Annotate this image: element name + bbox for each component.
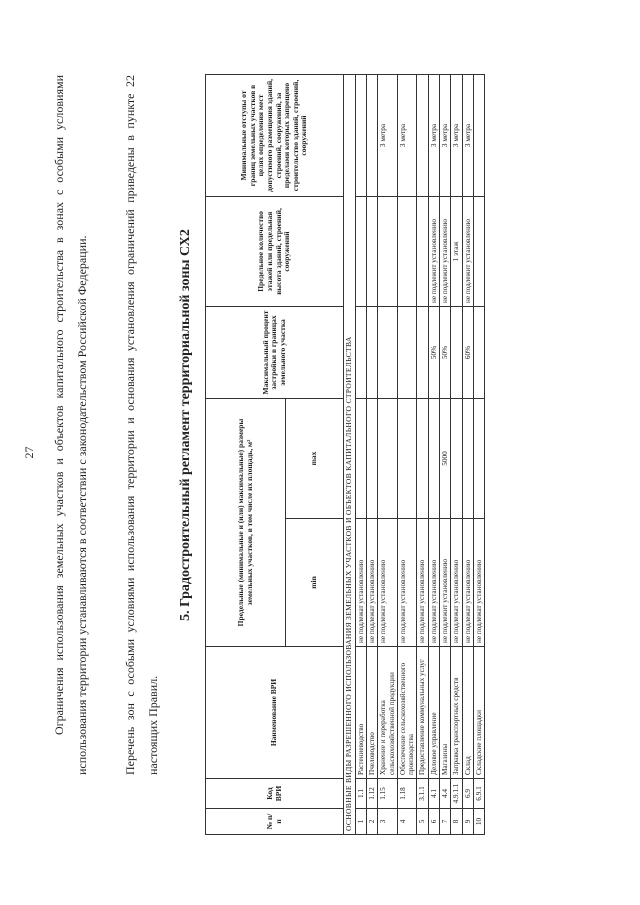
section-heading: 5. Градостроительный регламент территориальной зоны СХ2: [178, 229, 193, 621]
row-setback: 3 метра: [462, 74, 473, 196]
row-name: Склад: [462, 647, 473, 779]
header-name: Наименование ВРИ: [206, 647, 344, 779]
row-name: Пчеловодство: [367, 647, 378, 779]
table-row: [367, 74, 378, 834]
paragraph-zone-list: Перечень зон с особыми условиями использования территории и основания установления ограничений приведены в пункте 22 настоящих Правил.: [123, 75, 160, 775]
header-setback: Минимальные отступы от границ земельных участков в целях определения мест допустимого размещения зданий, строений, сооружений, за пределами которых запрещено строительство зданий, строений, сооружений: [206, 74, 344, 196]
header-percent: Максимальный процент застройки в границах земельного участка: [206, 306, 344, 398]
table-row: [378, 74, 398, 834]
row-num: 5: [417, 809, 428, 835]
row-percent: 50%: [439, 306, 450, 398]
row-setback: 3 метра: [397, 74, 417, 196]
table-row: [428, 74, 439, 834]
row-size-max: 5000: [439, 398, 450, 518]
page-number: 27: [22, 446, 36, 459]
row-name: Магазины: [439, 647, 450, 779]
row-name: Деловое управление: [428, 647, 439, 779]
section-title: ОСНОВНЫЕ ВИДЫ РАЗРЕШЕННОГО ИСПОЛЬЗОВАНИЯ ЗЕМЕЛЬНЫХ УЧАСТКОВ И ОБЪЕКТОВ КАПИТАЛЬНОГО СТРОИТЕЛЬСТВА: [344, 74, 356, 834]
header-num: № п/п: [206, 809, 344, 835]
row-setback: 3 метра: [439, 74, 450, 196]
row-size-min: не подлежит установлению: [439, 519, 450, 647]
row-code: 1.18: [397, 779, 417, 809]
row-code: 3.1.1: [417, 779, 428, 809]
row-name: Обеспечение сельскохозяйственного производства: [397, 647, 417, 779]
table-row: [417, 74, 428, 834]
row-num: 2: [367, 809, 378, 835]
row-num: 1: [355, 809, 366, 835]
row-size: не подлежат установлению: [428, 519, 439, 647]
row-size: не подлежат установлению: [397, 519, 417, 647]
row-percent: 60%: [462, 306, 473, 398]
header-floors: Предельное количество этажей или предельная высота зданий, строений, сооружений: [206, 196, 344, 306]
row-setback: 3 метра: [451, 74, 462, 196]
row-num: 7: [439, 809, 450, 835]
header-code: Код ВРИ: [206, 779, 344, 809]
row-floors: не подлежит установлению: [462, 196, 473, 306]
row-percent: 50%: [428, 306, 439, 398]
table-row: [473, 74, 484, 834]
row-num: 3: [378, 809, 398, 835]
row-size: не подлежат установлению: [451, 519, 462, 647]
table-row: [355, 74, 366, 834]
header-size: Предельные (минимальные и (или) максимальные) размеры земельных участков, в том числе их площадь, м²: [206, 398, 286, 646]
row-num: 8: [451, 809, 462, 835]
table-row: [397, 74, 417, 834]
row-size: не подлежат установлению: [367, 519, 378, 647]
row-code: 1.1: [355, 779, 366, 809]
row-name: Хранение и переработка сельскохозяйственной продукции: [378, 647, 398, 779]
row-setback: 3 метра: [428, 74, 439, 196]
regulation-table: [205, 74, 485, 835]
row-name: Предоставление коммунальных услуг: [417, 647, 428, 779]
row-setback: 3 метра: [378, 74, 398, 196]
row-code: 4.9.1.1: [451, 779, 462, 809]
row-size: не подлежат установлению: [473, 519, 484, 647]
row-code: 4.1: [428, 779, 439, 809]
row-num: 4: [397, 809, 417, 835]
row-size: не подлежат установлению: [462, 519, 473, 647]
row-num: 10: [473, 809, 484, 835]
row-code: 6.9: [462, 779, 473, 809]
row-floors: не подлежит установлению: [439, 196, 450, 306]
header-max: max: [286, 398, 344, 518]
row-code: 1.12: [367, 779, 378, 809]
row-name: Заправка транспортных средств: [451, 647, 462, 779]
row-code: 1.15: [378, 779, 398, 809]
row-floors: 1 этаж: [451, 196, 462, 306]
row-floors: не подлежит установлению: [428, 196, 439, 306]
header-min: min: [286, 519, 344, 647]
row-code: 6.9.1: [473, 779, 484, 809]
row-size: не подлежат установлению: [378, 519, 398, 647]
table-row: [439, 74, 450, 834]
row-name: Складские площадки: [473, 647, 484, 779]
row-num: 6: [428, 809, 439, 835]
row-name: Растениеводство: [355, 647, 366, 779]
table-row: [451, 74, 462, 834]
row-code: 4.4: [439, 779, 450, 809]
paragraph-restrictions: Ограничения использования земельных участков и объектов капитального строительства в зонах с особыми условиями использования территории устанавливаются в соответствии с законодательством Российской Федерации.: [52, 75, 89, 775]
row-size: не подлежат установлению: [417, 519, 428, 647]
row-num: 9: [462, 809, 473, 835]
row-size: не подлежат установлению: [355, 519, 366, 647]
table-row: [462, 74, 473, 834]
